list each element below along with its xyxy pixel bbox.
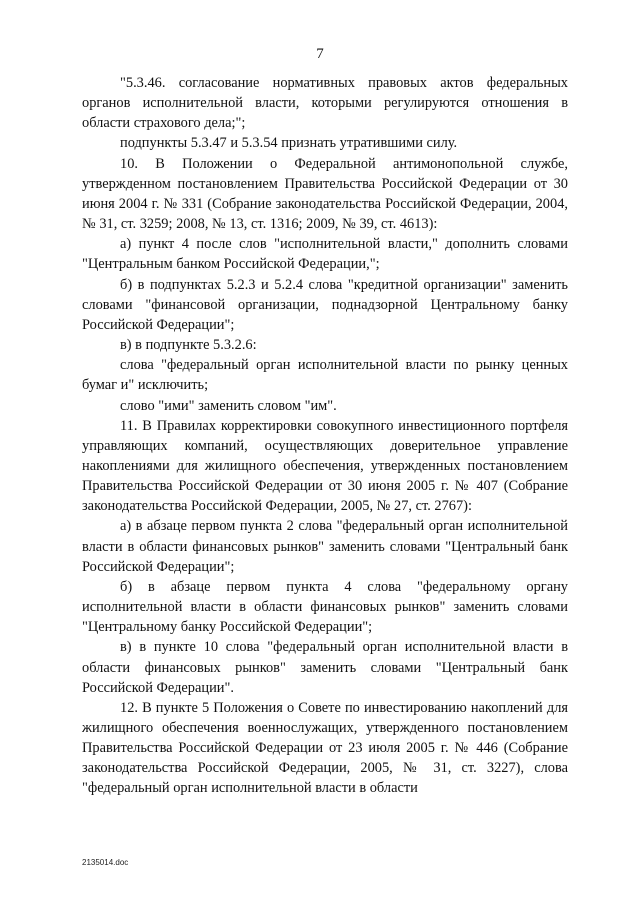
paragraph: 10. В Положении о Федеральной антимонопольной службе, утвержденном постановлением Правительства Российской Федерации от 30 июня 2004 г. № 331 (Собрание законодательства Российской Федерации, 2004, № 31, ст. 3259; 2008, № 13, ст. 1316; 2009, № 39, ст. 4613): [82,155,568,233]
page-number: 7 [316,46,324,62]
paragraph: 12. В пункте 5 Положения о Совете по инвестированию накоплений для жилищного обеспечения военнослужащих, утвержденного постановлением Правительства Российской Федерации от 23 июля 2005 г. № 446 (Собрание законодательства Российской Федерации, 2005, № 31, ст. 3227), слова "федеральный орган исполнительной власти в области [82,699,568,797]
paragraph: в) в подпункте 5.3.2.6: [120,337,257,354]
paragraph: в) в пункте 10 слова "федеральный орган исполнительной власти в области финансовых рынков" заменить словами "Центральный банк Российской Федерации". [82,639,568,696]
paragraph: а) в абзаце первом пункта 2 слова "федеральный орган исполнительной власти в области финансовых рынков" заменить словами "Центральный банк Российской Федерации"; [82,518,568,575]
paragraph: слово "ими" заменить словом "им". [120,397,337,414]
paragraph: "5.3.46. согласование нормативных правовых актов федеральных органов исполнительной власти, которыми регулируются отношения в области страхового дела;"; [82,75,568,132]
document-body [82,73,568,799]
paragraph: а) пункт 4 после слов "исполнительной власти," дополнить словами "Центральным банком Российской Федерации,"; [82,236,568,273]
paragraph: подпункты 5.3.47 и 5.3.54 признать утратившими силу. [120,135,458,152]
paragraph: б) в абзаце первом пункта 4 слова "федеральному органу исполнительной власти в области финансовых рынков" заменить словами "Центральному банку Российской Федерации"; [82,578,568,636]
paragraph: 11. В Правилах корректировки совокупного инвестиционного портфеля управляющих компаний, осуществляющих доверительное управление накоплениями для жилищного обеспечения, утвержденных постановлением Правительства Российской Федерации от 30 июня 2005 г. № 407 (Собрание законодательства Российской Федерации, 2005, № 27, ст. 2767): [82,417,568,515]
paragraph: б) в подпунктах 5.2.3 и 5.2.4 слова "кредитной организации" заменить словами "финансовой организации, поднадзорной Центральному банку Российской Федерации"; [82,276,568,333]
document-filename: 2135014.doc [82,858,129,867]
paragraph: слова "федеральный орган исполнительной власти по рынку ценных бумаг и" исключить; [82,357,568,394]
